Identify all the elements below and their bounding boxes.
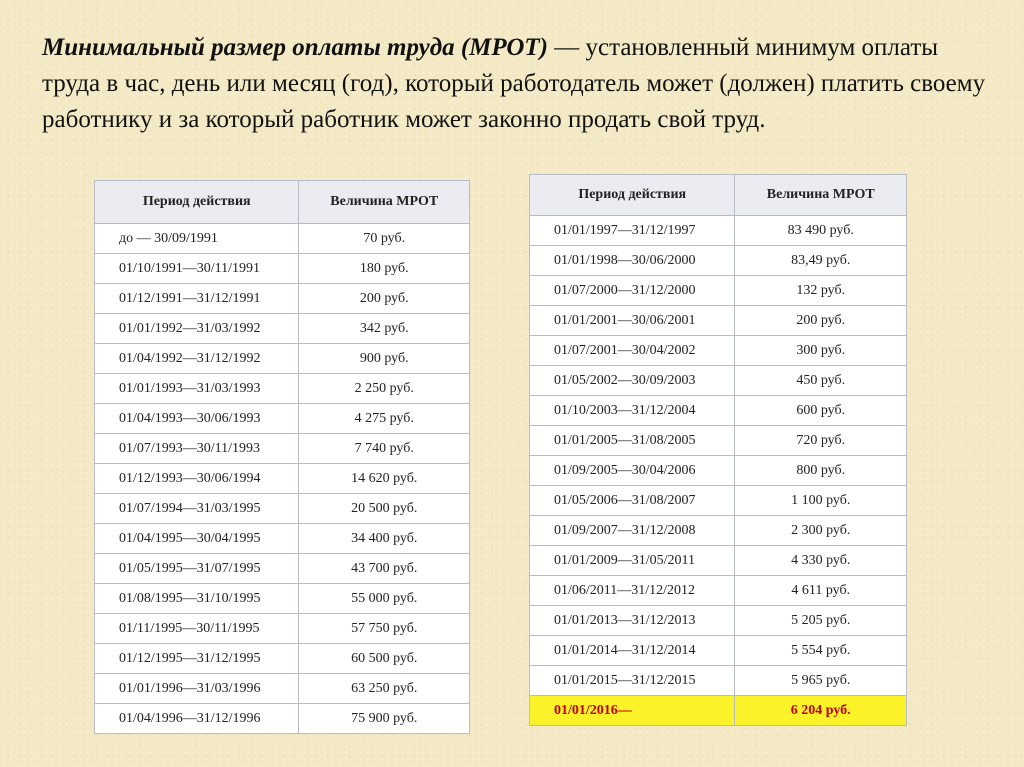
period-cell: 01/05/1995—31/07/1995 [95, 554, 299, 584]
period-cell: 01/04/1995—30/04/1995 [95, 524, 299, 554]
table-row [530, 666, 907, 696]
table-row [95, 464, 470, 494]
amount-cell: 75 900 руб. [299, 704, 470, 734]
amount-cell: 5 965 руб. [735, 666, 907, 696]
amount-cell: 83,49 руб. [735, 246, 907, 276]
period-cell: 01/01/2005—31/08/2005 [530, 426, 735, 456]
amount-cell: 180 руб. [299, 254, 470, 284]
period-cell: 01/01/2001—30/06/2001 [530, 306, 735, 336]
table-row [530, 246, 907, 276]
period-cell: 01/10/2003—31/12/2004 [530, 396, 735, 426]
period-cell: 01/09/2005—30/04/2006 [530, 456, 735, 486]
amount-cell: 720 руб. [735, 426, 907, 456]
period-cell: 01/01/1997—31/12/1997 [530, 216, 735, 246]
column-header-amount: Величина МРОТ [299, 181, 470, 224]
intro-paragraph [42, 30, 992, 138]
period-cell: 01/01/1998—30/06/2000 [530, 246, 735, 276]
table-row [530, 456, 907, 486]
table-row [530, 486, 907, 516]
mrot-table-right [529, 174, 907, 726]
period-cell: 01/04/1996—31/12/1996 [95, 704, 299, 734]
table-row [95, 644, 470, 674]
amount-cell: 900 руб. [299, 344, 470, 374]
amount-cell: 70 руб. [299, 224, 470, 254]
table-row [530, 426, 907, 456]
column-header-period: Период действия [95, 181, 299, 224]
period-cell: 01/05/2006—31/08/2007 [530, 486, 735, 516]
amount-cell: 57 750 руб. [299, 614, 470, 644]
period-cell: 01/01/1992—31/03/1992 [95, 314, 299, 344]
period-cell: 01/01/1996—31/03/1996 [95, 674, 299, 704]
table-row [530, 636, 907, 666]
period-cell: 01/05/2002—30/09/2003 [530, 366, 735, 396]
amount-cell: 34 400 руб. [299, 524, 470, 554]
table-row [95, 434, 470, 464]
period-cell: 01/12/1995—31/12/1995 [95, 644, 299, 674]
table-row [530, 336, 907, 366]
amount-cell: 2 250 руб. [299, 374, 470, 404]
amount-cell: 1 100 руб. [735, 486, 907, 516]
table-row [95, 254, 470, 284]
table-row [95, 554, 470, 584]
amount-cell: 20 500 руб. [299, 494, 470, 524]
amount-cell: 5 205 руб. [735, 606, 907, 636]
table-header-row [530, 175, 907, 216]
period-cell: 01/01/1993—31/03/1993 [95, 374, 299, 404]
table-row [95, 404, 470, 434]
period-cell: 01/09/2007—31/12/2008 [530, 516, 735, 546]
period-cell: 01/04/1992—31/12/1992 [95, 344, 299, 374]
term-definition: — установленный минимум оплаты труда в час, день или месяц (год), который работодатель может (должен) платить своему работнику и за который работник может законно продать свой труд. [42, 34, 986, 133]
amount-cell: 4 275 руб. [299, 404, 470, 434]
column-header-amount: Величина МРОТ [735, 175, 907, 216]
period-cell: 01/01/2009—31/05/2011 [530, 546, 735, 576]
table-row [95, 584, 470, 614]
amount-cell: 83 490 руб. [735, 216, 907, 246]
table-row [530, 216, 907, 246]
column-header-period: Период действия [530, 175, 735, 216]
table-row [530, 396, 907, 426]
period-cell: 01/06/2011—31/12/2012 [530, 576, 735, 606]
table-row [530, 276, 907, 306]
table-row [530, 606, 907, 636]
period-cell: до — 30/09/1991 [95, 224, 299, 254]
amount-cell: 7 740 руб. [299, 434, 470, 464]
period-cell: 01/01/2016— [530, 696, 735, 726]
amount-cell: 2 300 руб. [735, 516, 907, 546]
period-cell: 01/01/2015—31/12/2015 [530, 666, 735, 696]
table-row [95, 674, 470, 704]
amount-cell: 43 700 руб. [299, 554, 470, 584]
table-row [95, 344, 470, 374]
table-row [530, 696, 907, 726]
amount-cell: 60 500 руб. [299, 644, 470, 674]
amount-cell: 450 руб. [735, 366, 907, 396]
table-row [530, 516, 907, 546]
table-row [95, 524, 470, 554]
period-cell: 01/01/2014—31/12/2014 [530, 636, 735, 666]
table-row [95, 224, 470, 254]
amount-cell: 800 руб. [735, 456, 907, 486]
period-cell: 01/10/1991—30/11/1991 [95, 254, 299, 284]
amount-cell: 342 руб. [299, 314, 470, 344]
period-cell: 01/01/2013—31/12/2013 [530, 606, 735, 636]
amount-cell: 4 330 руб. [735, 546, 907, 576]
table-header-row [95, 181, 470, 224]
amount-cell: 55 000 руб. [299, 584, 470, 614]
amount-cell: 200 руб. [299, 284, 470, 314]
amount-cell: 63 250 руб. [299, 674, 470, 704]
period-cell: 01/07/1993—30/11/1993 [95, 434, 299, 464]
amount-cell: 6 204 руб. [735, 696, 907, 726]
period-cell: 01/07/2000—31/12/2000 [530, 276, 735, 306]
table-row [95, 314, 470, 344]
period-cell: 01/07/1994—31/03/1995 [95, 494, 299, 524]
amount-cell: 200 руб. [735, 306, 907, 336]
period-cell: 01/12/1993—30/06/1994 [95, 464, 299, 494]
period-cell: 01/12/1991—31/12/1991 [95, 284, 299, 314]
amount-cell: 4 611 руб. [735, 576, 907, 606]
table-row [530, 546, 907, 576]
table-row [530, 306, 907, 336]
amount-cell: 300 руб. [735, 336, 907, 366]
amount-cell: 132 руб. [735, 276, 907, 306]
amount-cell: 14 620 руб. [299, 464, 470, 494]
table-row [530, 576, 907, 606]
amount-cell: 5 554 руб. [735, 636, 907, 666]
mrot-table-left [94, 180, 470, 734]
period-cell: 01/07/2001—30/04/2002 [530, 336, 735, 366]
table-row [530, 366, 907, 396]
period-cell: 01/04/1993—30/06/1993 [95, 404, 299, 434]
table-row [95, 704, 470, 734]
period-cell: 01/08/1995—31/10/1995 [95, 584, 299, 614]
table-row [95, 494, 470, 524]
term-title: Минимальный размер оплаты труда (МРОТ) [42, 34, 548, 61]
table-row [95, 374, 470, 404]
amount-cell: 600 руб. [735, 396, 907, 426]
table-row [95, 614, 470, 644]
table-row [95, 284, 470, 314]
period-cell: 01/11/1995—30/11/1995 [95, 614, 299, 644]
